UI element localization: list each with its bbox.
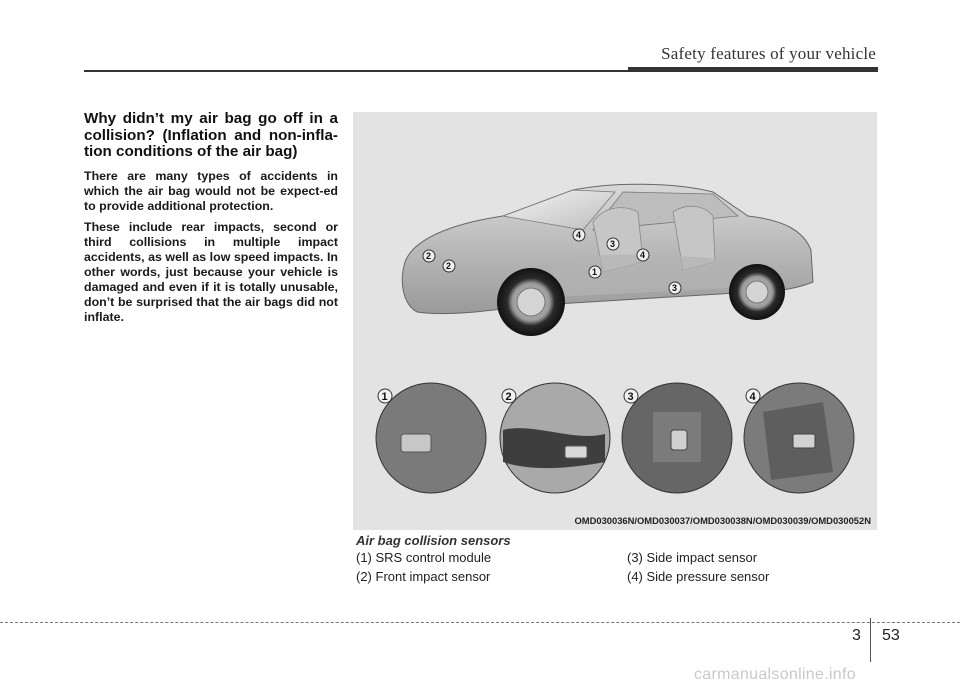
car-callout-1: 1 <box>592 267 598 277</box>
page-number: 53 <box>882 627 900 644</box>
detail-callout-4: 4 <box>749 391 756 403</box>
watermark: carmanualsonline.info <box>694 666 856 683</box>
header-rule-accent <box>628 67 878 72</box>
airbag-sensor-figure <box>353 112 877 530</box>
detail-callout-3: 3 <box>627 391 634 403</box>
legend-side-pressure-sensor: (4) Side pressure sensor <box>627 569 770 584</box>
car-callout-4b: 4 <box>640 250 646 260</box>
body-paragraph-2: These include rear impacts, second or third collisions in multiple impact accidents, as well as low speed impacts. In other words, just because your vehicle is damaged and even if it is totally unusable, don’t be surprised that the air bags did not inflate. <box>84 219 338 324</box>
car-callout-2a: 2 <box>426 251 432 261</box>
footer-dashed-rule <box>0 622 960 623</box>
left-column <box>84 111 338 331</box>
figure-code: OMD030036N/OMD030037/OMD030038N/OMD030039/OMD030052N <box>574 515 871 526</box>
detail-callout-2: 2 <box>505 391 512 403</box>
chapter-number: 3 <box>852 627 861 644</box>
body-paragraph-1: There are many types of accidents in which the air bag would not be expect-ed to provide additional protection. <box>84 168 338 213</box>
car-callout-4a: 4 <box>576 230 582 240</box>
page-number-separator <box>870 618 871 662</box>
detail-callout-1: 1 <box>381 391 388 403</box>
car-callout-2b: 2 <box>446 261 452 271</box>
legend-srs-control-module: (1) SRS control module <box>356 550 492 565</box>
car-callout-3a: 3 <box>610 239 616 249</box>
section-heading: Why didn’t my air bag go off in a collision? (Inflation and non-infla-tion conditions of the air bag) <box>84 110 338 160</box>
car-callout-3b: 3 <box>672 283 678 293</box>
caption-title: Air bag collision sensors <box>356 533 511 548</box>
legend-front-impact-sensor: (2) Front impact sensor <box>356 569 491 584</box>
car-illustration <box>353 112 877 530</box>
header-title: Safety features of your vehicle <box>661 44 876 63</box>
legend-side-impact-sensor: (3) Side impact sensor <box>627 550 758 565</box>
